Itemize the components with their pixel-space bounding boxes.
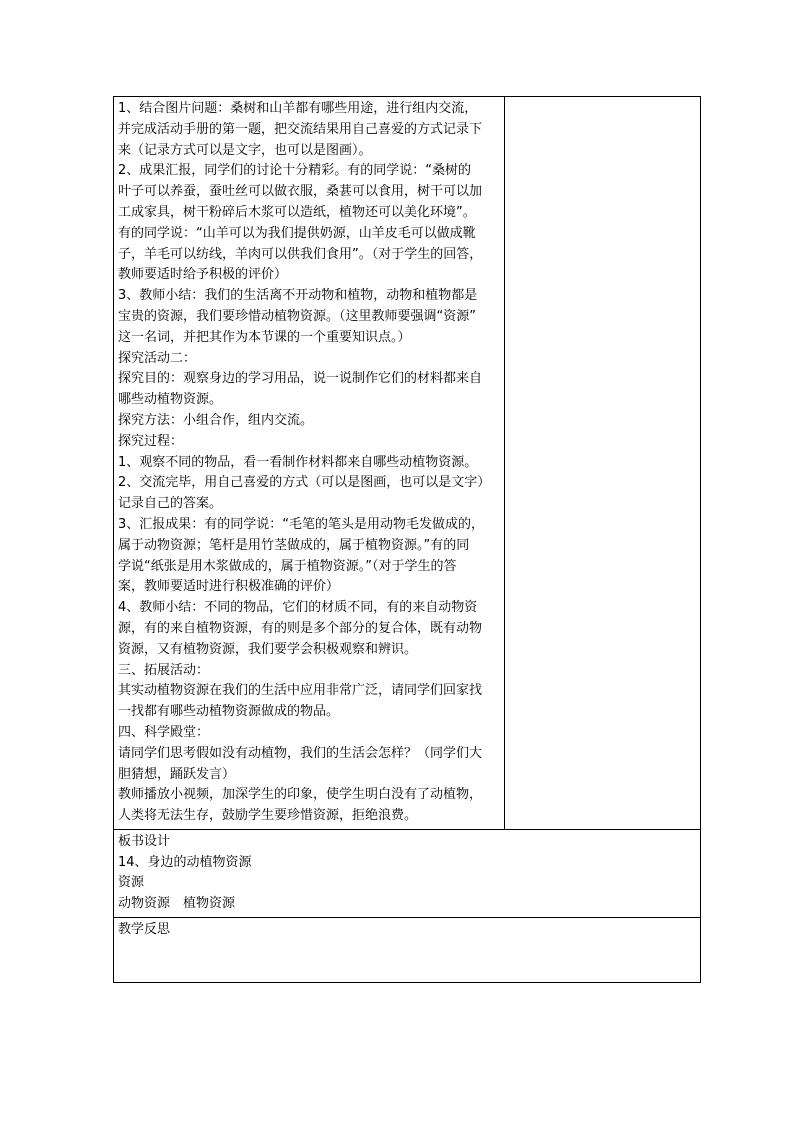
- text-line: 学说“纸张是用木浆做成的，属于植物资源。”（对于学生的答: [118, 558, 457, 574]
- text-line: 3、教师小结：我们的生活离不开动物和植物，动物和植物都是: [118, 288, 478, 304]
- board-design-row: [114, 829, 701, 917]
- board-design-line: 资源: [118, 875, 145, 891]
- reflection-title: 教学反思: [118, 922, 171, 938]
- text-line: 4、教师小结：不同的物品，它们的材质不同，有的来自动物资: [118, 600, 478, 616]
- section-heading: 探究过程：: [118, 433, 184, 449]
- section-heading: 探究活动二：: [118, 350, 197, 366]
- text-line: 案，教师要适时进行积极准确的评价）: [118, 579, 340, 595]
- text-line: 教师播放小视频，加深学生的印象，使学生明白没有了动植物，: [118, 787, 483, 803]
- text-line: 工成家具，树干粉碎后木浆可以造纸，植物还可以美化环境”。: [118, 204, 476, 220]
- board-design-cell: [114, 829, 701, 917]
- text-line: 2、成果汇报，同学们的讨论十分精彩。有的同学说：“桑树的: [118, 163, 472, 179]
- text-line: 探究目的：观察身边的学习用品，说一说制作它们的材料都来自: [118, 371, 483, 387]
- text-line: 人类将无法生存，鼓励学生要珍惜资源，拒绝浪费。: [118, 808, 418, 824]
- text-line: 胆猜想，踊跃发言）: [118, 766, 236, 782]
- text-line: 一找都有哪些动植物资源做成的物品。: [118, 704, 340, 720]
- text-line: 哪些动植物资源。: [118, 392, 223, 408]
- section-heading: 三、拓展活动：: [118, 662, 210, 678]
- text-line: 属于动物资源；笔杆是用竹茎做成的，属于植物资源。”有的同: [118, 537, 470, 553]
- text-line: 有的同学说：“山羊可以为我们提供奶源，山羊皮毛可以做成靴: [118, 225, 476, 241]
- text-line: 这一名词，并把其作为本节课的一个重要知识点。）: [118, 329, 411, 345]
- text-line: 源，有的来自植物资源，有的则是多个部分的复合体，既有动物: [118, 620, 483, 636]
- text-line: 来（记录方式可以是文字，也可以是图画）。: [118, 142, 372, 158]
- text-line: 1、结合图片问题：桑树和山羊都有哪些用途，进行组内交流，: [118, 101, 478, 116]
- section-heading: 四、科学殿堂：: [118, 724, 210, 740]
- side-notes-cell: [505, 97, 701, 830]
- teaching-process-row: [114, 97, 701, 830]
- text-line: 并完成活动手册的第一题，把交流结果用自己喜爱的方式记录下: [118, 121, 483, 137]
- lesson-plan-table: [113, 96, 701, 983]
- text-line: 宝贵的资源，我们要珍惜动植物资源。（这里教师要强调“资源”: [118, 308, 476, 324]
- board-design-line: 动物资源 植物资源: [118, 896, 236, 912]
- text-line: 记录自己的答案。: [118, 496, 223, 512]
- text-line: 探究方法：小组合作，组内交流。: [118, 412, 314, 428]
- text-line: 请同学们思考假如没有动植物，我们的生活会怎样？（同学们大: [118, 745, 483, 761]
- text-line: 叶子可以养蚕，蚕吐丝可以做衣服，桑葚可以食用，树干可以加: [118, 184, 483, 200]
- text-line: 2、交流完毕，用自己喜爱的方式（可以是图画，也可以是文字）: [118, 475, 491, 491]
- text-line: 子，羊毛可以纺线，羊肉可以供我们食用”。（对于学生的回答，: [118, 246, 483, 262]
- text-line: 资源，又有植物资源，我们要学会积极观察和辨识。: [118, 641, 418, 657]
- board-design-title: 板书设计: [118, 833, 171, 849]
- board-design-line: 14、身边的动植物资源: [118, 854, 252, 870]
- text-line: 3、汇报成果：有的同学说：“毛笔的笔头是用动物毛发做成的，: [118, 516, 485, 532]
- reflection-row: [114, 918, 701, 983]
- text-line: 其实动植物资源在我们的生活中应用非常广泛，请同学们回家找: [118, 683, 483, 699]
- text-line: 1、观察不同的物品，看一看制作材料都来自哪些动植物资源。: [118, 454, 478, 470]
- teaching-process-cell: [114, 97, 505, 830]
- reflection-cell: [114, 918, 701, 983]
- text-line: 教师要适时给予积极的评价）: [118, 267, 288, 283]
